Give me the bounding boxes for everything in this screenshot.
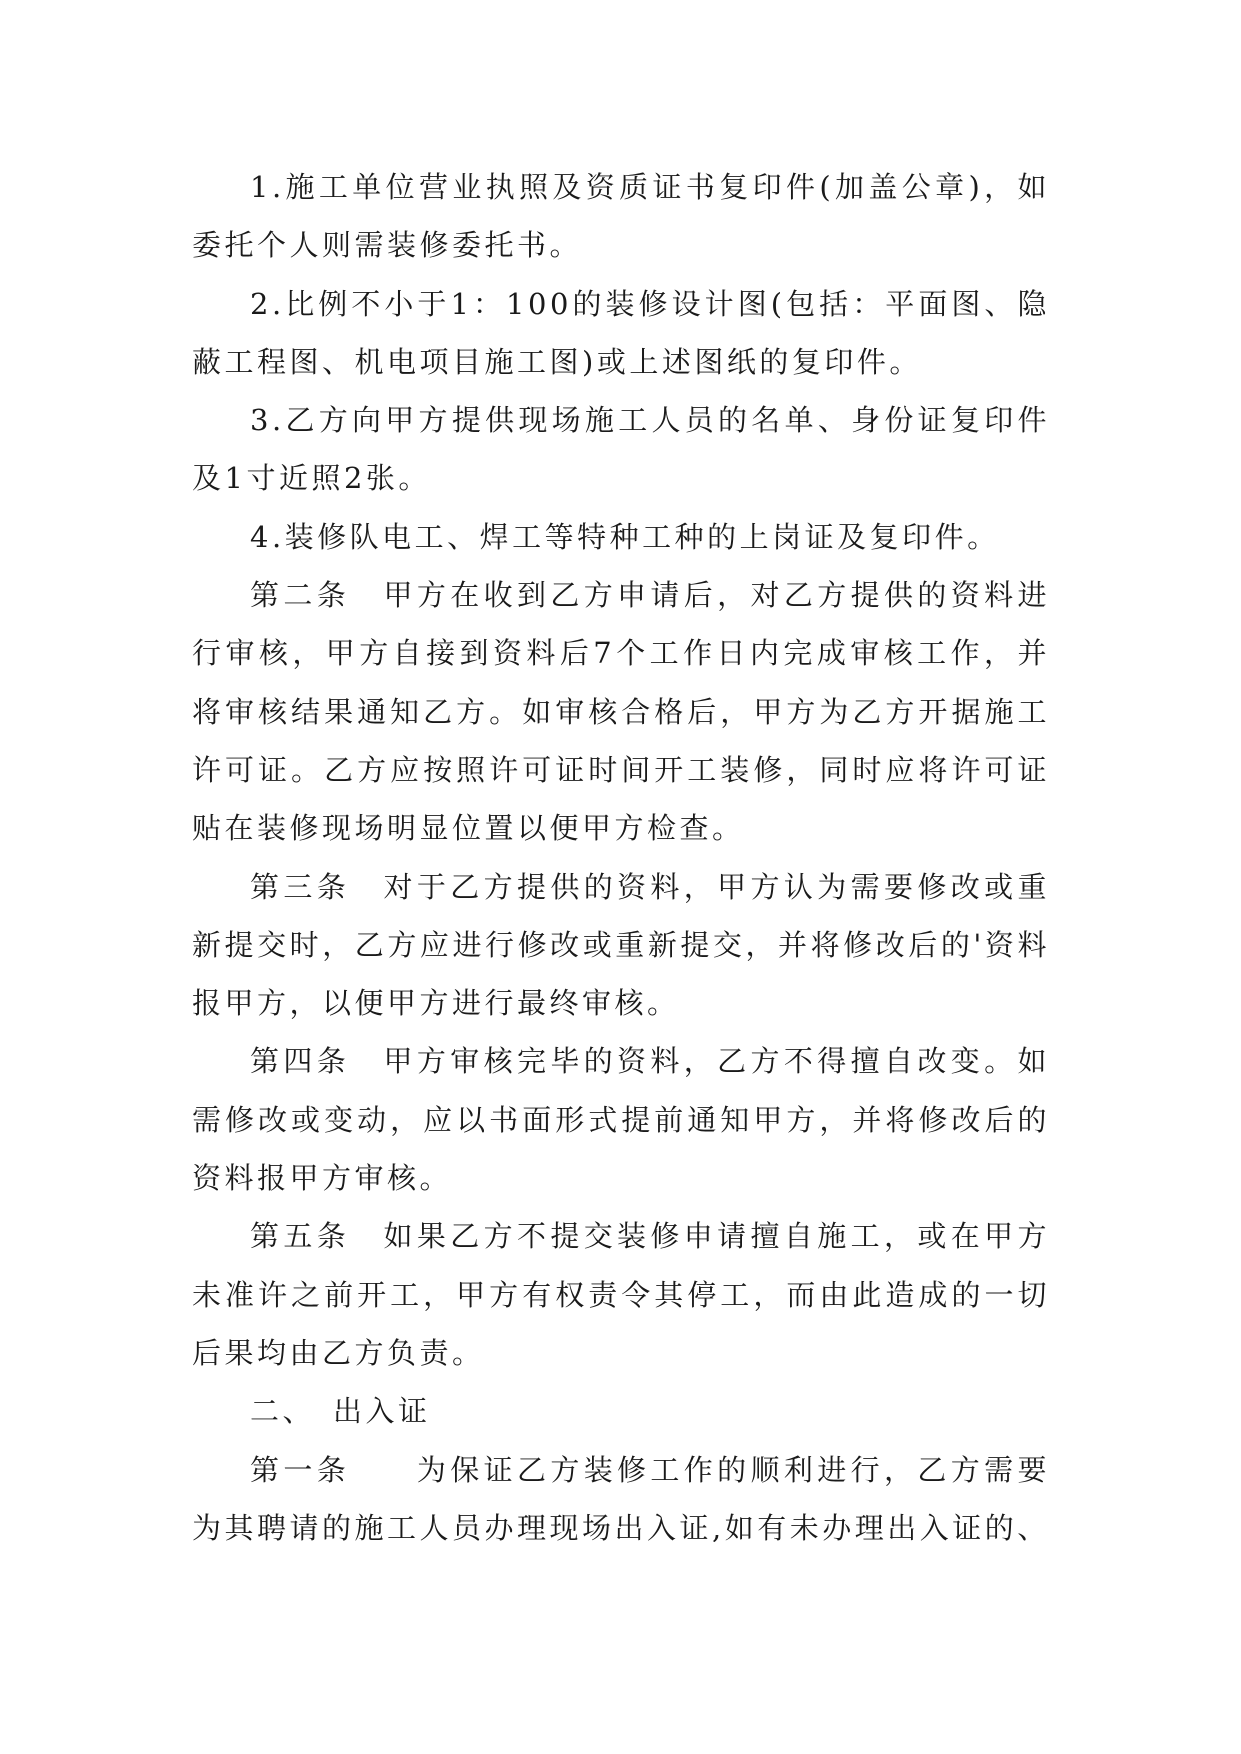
paragraph-article-2: 第二条 甲方在收到乙方申请后，对乙方提供的资料进行审核，甲方自接到资料后7个工作日内完成审核工作，并将审核结果通知乙方。如审核合格后，甲方为乙方开据施工许可证。乙方应按照许可证时间开工装修，同时应将许可证贴在装修现场明显位置以便甲方检查。 (192, 578, 1050, 846)
paragraph-item-2: 2.比例不小于1：100的装修设计图(包括：平面图、隐蔽工程图、机电项目施工图)或上述图纸的复印件。 (192, 286, 1050, 379)
paragraph-article-4: 第四条 甲方审核完毕的资料，乙方不得擅自改变。如需修改或变动，应以书面形式提前通知甲方，并将修改后的资料报甲方审核。 (192, 1044, 1050, 1196)
section-heading-access-pass: 二、 出入证 (250, 1394, 431, 1429)
paragraph-section2-article-1: 第一条 为保证乙方装修工作的顺利进行，乙方需要为其聘请的施工人员办理现场出入证,如有未办理出入证的、 (192, 1452, 1050, 1545)
paragraph-article-3: 第三条 对于乙方提供的资料，甲方认为需要修改或重新提交时，乙方应进行修改或重新提交，并将修改后的'资料报甲方，以便甲方进行最终审核。 (192, 869, 1050, 1021)
paragraph-item-1: 1.施工单位营业执照及资质证书复印件(加盖公章)，如委托个人则需装修委托书。 (192, 170, 1050, 263)
paragraph-article-5: 第五条 如果乙方不提交装修申请擅自施工，或在甲方未准许之前开工，甲方有权责令其停工，而由此造成的一切后果均由乙方负责。 (192, 1219, 1050, 1370)
document-page (192, 158, 1050, 1557)
paragraph-item-3: 3.乙方向甲方提供现场施工人员的名单、身份证复印件及1寸近照2张。 (192, 403, 1050, 496)
paragraph-item-4: 4.装修队电工、焊工等特种工种的上岗证及复印件。 (250, 519, 1000, 554)
